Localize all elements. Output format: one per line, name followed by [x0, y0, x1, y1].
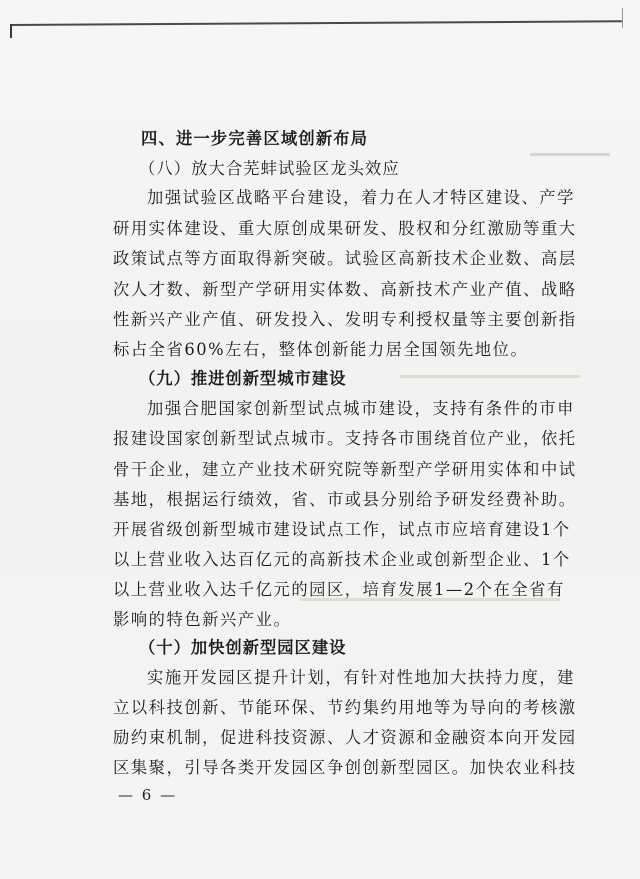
subsection-8-title: （八）放大合芜蚌试验区龙头效应: [139, 159, 400, 178]
paragraph-line: 政策试点等方面取得新突破。试验区高新技术企业数、高层: [113, 249, 577, 268]
paragraph-line: 开展省级创新型城市建设试点工作，试点市应培育建设1个: [113, 520, 571, 539]
page-number: — 6 —: [118, 786, 178, 804]
subsection-9-title: （九）推进创新型城市建设: [139, 369, 347, 388]
paragraph-line: 立以科技创新、节能环保、节约集约用地等为导向的考核激: [113, 698, 577, 717]
paragraph-line: 报建设国家创新型试点城市。支持各市围绕首位产业，依托: [113, 429, 577, 448]
paragraph-line: 性新兴产业产值、研发投入、发明专利授权量等主要创新指: [113, 310, 577, 329]
paragraph-line: 骨干企业，建立产业技术研究院等新型产学研用实体和中试: [113, 460, 577, 479]
paragraph-line: 基地，根据运行绩效，省、市或县分别给予研发经费补助。: [113, 490, 577, 509]
paragraph-line: 区集聚，引导各类开发园区争创创新型园区。加快农业科技: [113, 758, 577, 777]
paragraph-line: 研用实体建设、重大原创成果研发、股权和分红激励等重大: [113, 219, 577, 238]
paragraph-line: 励约束机制，促进科技资源、人才资源和金融资本向开发园: [113, 728, 577, 747]
paragraph-line: 加强试验区战略平台建设，着力在人才特区建设、产学: [147, 188, 575, 207]
paragraph-line: 影响的特色新兴产业。: [113, 610, 292, 629]
subsection-10-title: （十）加快创新型园区建设: [139, 638, 347, 657]
paragraph-line: 以上营业收入达千亿元的园区，培育发展1—2个在全省有: [113, 580, 565, 599]
paragraph-line: 标占全省60%左右，整体创新能力居全国领先地位。: [113, 340, 529, 359]
paragraph-line: 以上营业收入达百亿元的高新技术企业或创新型企业、1个: [113, 550, 571, 569]
paragraph-line: 实施开发园区提升计划，有针对性地加大扶持力度，建: [147, 668, 575, 687]
paragraph-line: 次人才数、新型产学研用实体数、高新技术产业产值、战略: [113, 280, 577, 299]
section-title: 四、进一步完善区域创新布局: [141, 129, 369, 148]
paragraph-line: 加强合肥国家创新型试点城市建设，支持有条件的市申: [147, 399, 575, 418]
